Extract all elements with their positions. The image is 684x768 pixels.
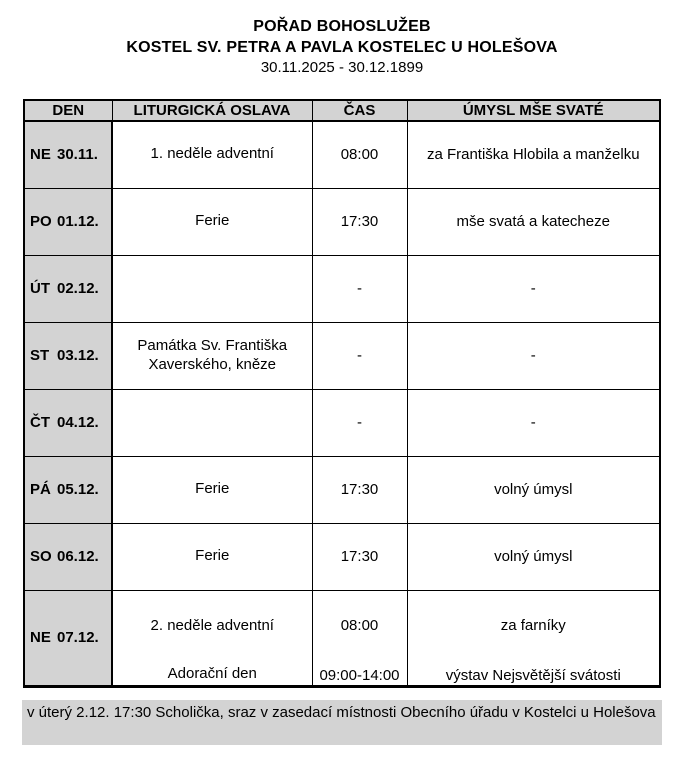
day-abbr: PO	[30, 213, 52, 230]
footer-note: v úterý 2.12. 17:30 Scholička, sraz v zasedací místnosti Obecního úřadu v Kostelci u Holešova	[22, 700, 662, 745]
day-cell	[24, 322, 112, 389]
day-cell	[24, 590, 112, 686]
time-cell: 08:00	[312, 121, 407, 188]
schedule-table	[23, 99, 661, 688]
time-cell: 17:30	[312, 188, 407, 255]
time-main: 08:00	[340, 616, 379, 634]
col-header-oslava: LITURGICKÁ OSLAVA	[112, 100, 312, 121]
col-header-umysl: ÚMYSL MŠE SVATÉ	[407, 100, 660, 121]
day-cell	[24, 389, 112, 456]
table-row	[24, 389, 660, 456]
day-cell	[24, 456, 112, 523]
intent-main: za farníky	[500, 616, 566, 634]
day-cell	[24, 523, 112, 590]
day-cell	[24, 255, 112, 322]
col-header-cas: ČAS	[312, 100, 407, 121]
time-cell: 17:30	[312, 456, 407, 523]
time-cell	[312, 590, 407, 686]
intent-cell: -	[407, 255, 660, 322]
time-cell: -	[312, 255, 407, 322]
table-row	[24, 523, 660, 590]
day-date: 04.12.	[57, 414, 99, 431]
intent-cell: za Františka Hlobila a manželku	[407, 121, 660, 188]
intent-cell: -	[407, 322, 660, 389]
col-header-den: DEN	[24, 100, 112, 121]
time-cell: -	[312, 389, 407, 456]
liturgy-cell: 1. neděle adventní	[112, 121, 312, 188]
liturgy-sub: Adorační den	[167, 664, 257, 682]
table-row	[24, 590, 660, 686]
page-title: POŘAD BOHOSLUŽEB	[253, 18, 431, 35]
table-header-row	[24, 100, 660, 121]
liturgy-cell	[112, 590, 312, 686]
intent-sub: výstav Nejsvětější svátosti	[445, 666, 621, 684]
day-abbr: ST	[30, 347, 50, 364]
table-row	[24, 188, 660, 255]
table-row	[24, 255, 660, 322]
day-abbr: ČT	[30, 414, 50, 431]
church-name: KOSTEL SV. PETRA A PAVLA KOSTELEC U HOLEŠOVA	[126, 39, 558, 56]
liturgy-cell: Ferie	[112, 188, 312, 255]
liturgy-cell: Památka Sv. Františka Xaverského, kněze	[112, 322, 312, 389]
page-header	[0, 0, 684, 78]
day-abbr: ÚT	[30, 280, 50, 297]
day-abbr: NE	[30, 629, 51, 646]
intent-cell: -	[407, 389, 660, 456]
table-row	[24, 121, 660, 188]
table-row	[24, 322, 660, 389]
day-date: 03.12.	[57, 347, 99, 364]
day-date: 06.12.	[57, 548, 99, 565]
intent-cell: volný úmysl	[407, 523, 660, 590]
day-abbr: NE	[30, 146, 51, 164]
liturgy-cell	[112, 389, 312, 456]
day-date: 05.12.	[57, 481, 99, 498]
day-cell	[24, 121, 112, 188]
intent-cell: volný úmysl	[407, 456, 660, 523]
table-row	[24, 456, 660, 523]
liturgy-cell: Ferie	[112, 456, 312, 523]
day-cell	[24, 188, 112, 255]
day-date: 02.12.	[57, 280, 99, 297]
time-cell: -	[312, 322, 407, 389]
intent-cell	[407, 590, 660, 686]
day-abbr: PÁ	[30, 481, 51, 498]
liturgy-cell	[112, 255, 312, 322]
day-date: 30.11.	[57, 146, 98, 164]
day-date: 01.12.	[57, 213, 99, 230]
day-date: 07.12.	[57, 629, 99, 646]
date-range: 30.11.2025 - 30.12.1899	[260, 59, 424, 76]
intent-cell: mše svatá a katecheze	[407, 188, 660, 255]
time-cell: 17:30	[312, 523, 407, 590]
liturgy-main: 2. neděle adventní	[150, 616, 274, 634]
liturgy-cell: Ferie	[112, 523, 312, 590]
time-sub: 09:00-14:00	[319, 666, 400, 684]
day-abbr: SO	[30, 548, 52, 565]
